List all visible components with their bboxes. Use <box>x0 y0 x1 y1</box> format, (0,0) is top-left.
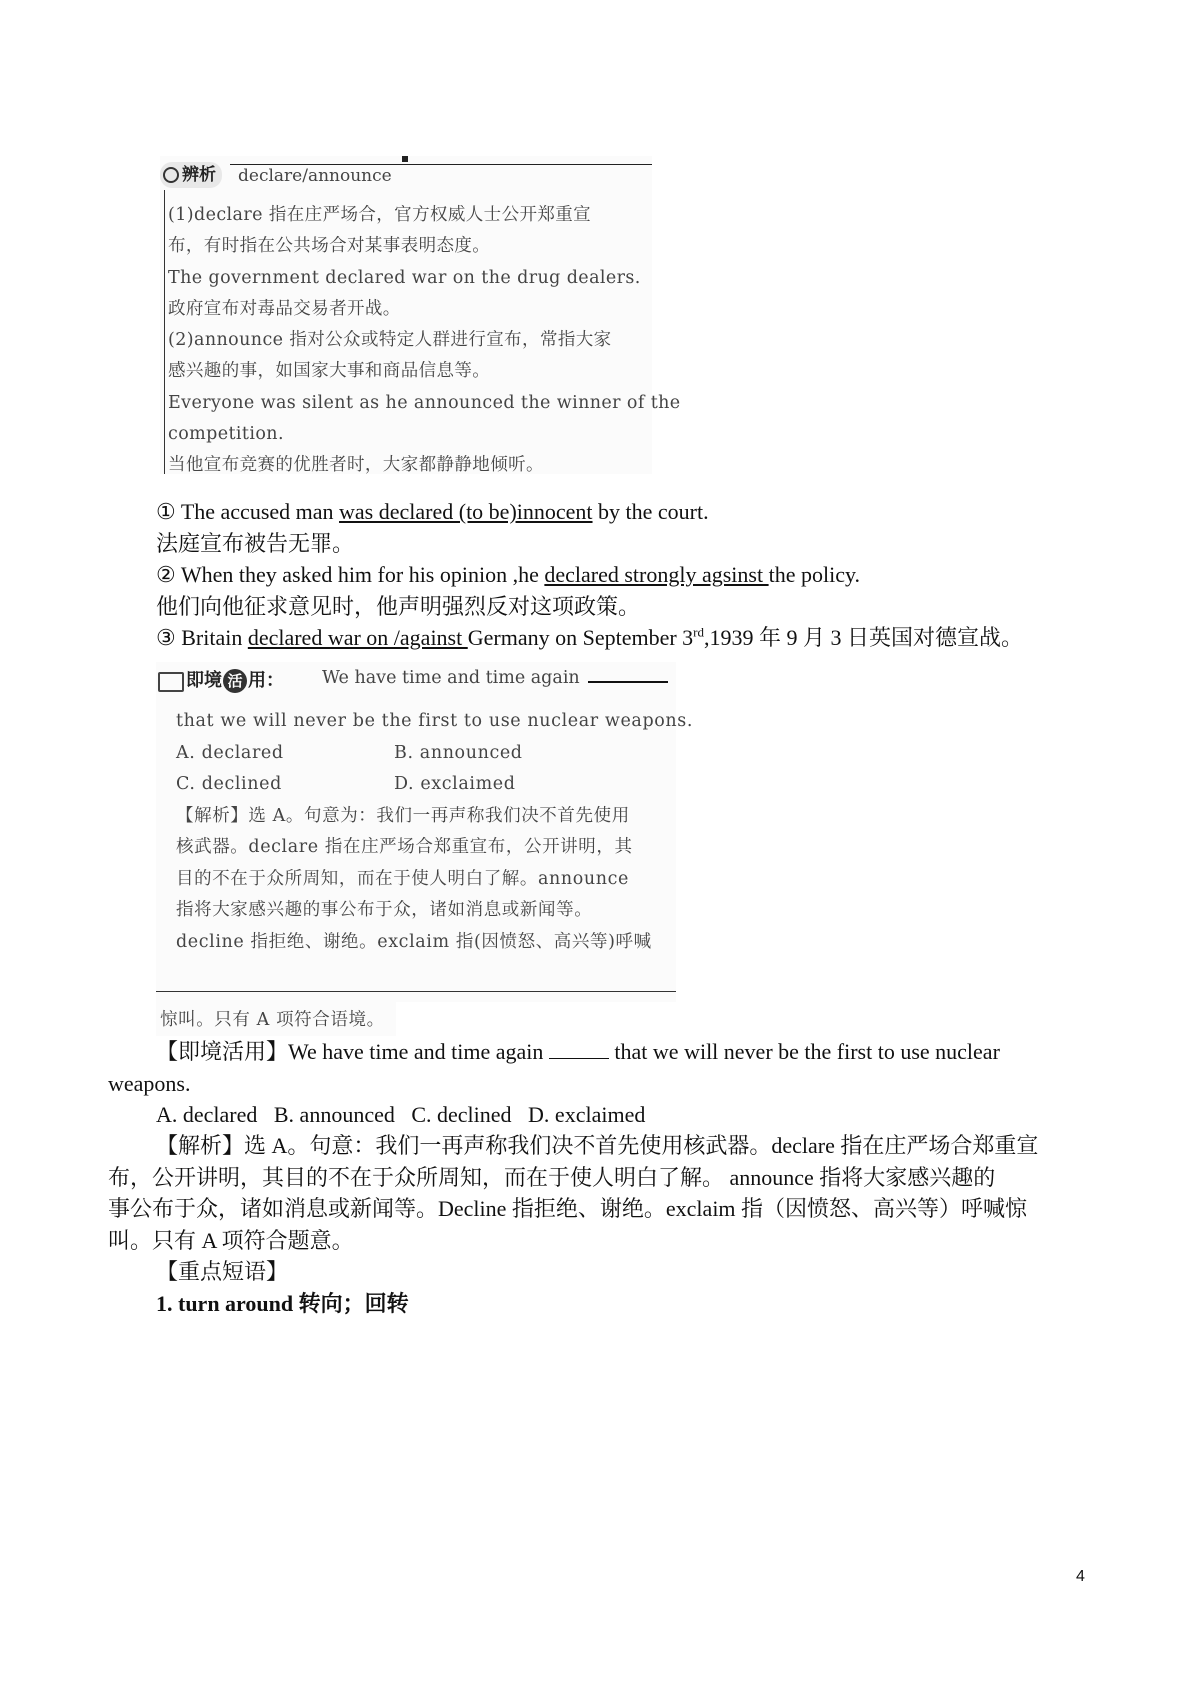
example-3: ③ Britain declared war on /against Germany on September 3rd,1939 年 9 月 3 日英国对德宣战。 <box>156 624 1024 650</box>
practice-tail-box <box>156 1000 396 1036</box>
practice-line: that we will never be the first to use nuclear weapons. <box>176 711 694 731</box>
magnifier-icon <box>163 167 179 183</box>
practice-box <box>156 662 694 1002</box>
practice-lines <box>176 706 694 958</box>
analysis-line: (2)announce 指对公众或特定人群进行宣布，常指大家 <box>168 330 612 351</box>
analysis-line: The government declared war on the drug dealers. <box>168 267 641 288</box>
exercise-blank <box>549 1058 609 1059</box>
analysis-line: (1)declare 指在庄严场合，官方权威人士公开郑重宣 <box>168 205 592 225</box>
practice-question: We have time and time again <box>322 668 668 688</box>
example-2: ② When they asked him for his opinion ,he declared strongly agsinst the policy. <box>156 562 861 587</box>
analysis-line: 政府宣布对毒品交易者开战。 <box>168 298 401 319</box>
exercise-options: A. declared B. announced C. declined D. exclaimed <box>156 1102 646 1127</box>
exercise-explain-1: 【解析】选 A。句意：我们一再声称我们决不首先使用核武器。declare 指在庄严场合郑重宣 <box>156 1133 1039 1158</box>
exercise-explain-2: 布，公开讲明，其目的不在于众所周知，而在于使人明白了解。 announce 指将大家感兴趣的 <box>108 1165 996 1190</box>
phrase-item: 1. turn around 转向；回转 <box>156 1291 409 1316</box>
box-bottom-rule <box>156 991 676 992</box>
box-marker <box>402 156 408 162</box>
analysis-line: 当他宣布竞赛的优胜者时，大家都静静地倾听。 <box>168 455 544 476</box>
exercise-explain-3: 事公布于众，诸如消息或新闻等。Decline 指拒绝、谢绝。exclaim 指（因愤怒、高兴等）呼喊惊 <box>108 1196 1028 1221</box>
exercise-explain-4: 叫。只有 A 项符合题意。 <box>108 1228 354 1253</box>
practice-explain-line: 核武器。declare 指在庄严场合郑重宣布，公开讲明，其 <box>176 837 633 857</box>
practice-explain-line: 目的不在于众所周知，而在于使人明白了解。announce <box>176 868 630 889</box>
section-title: 【重点短语】 <box>156 1259 289 1284</box>
box-left-rule <box>164 190 165 474</box>
analysis-heading: declare/announce <box>238 166 392 186</box>
page-number: 4 <box>1076 1568 1085 1585</box>
practice-explain-line: 指将大家感兴趣的事公布于众，诸如消息或新闻等。 <box>176 900 593 920</box>
answer-blank <box>588 681 668 683</box>
practice-options-row: A. declared B. announced <box>176 742 523 763</box>
exercise-question: 【即境活用】We have time and time again that we will never be the first to use nuclear <box>156 1039 1000 1064</box>
practice-explain-line: 【解析】选 A。句意为：我们一再声称我们决不首先使用 <box>176 805 630 826</box>
practice-explain-line: decline 指拒绝、谢绝。exclaim 指(因愤怒、高兴等)呼喊 <box>176 931 652 952</box>
book-icon <box>158 672 184 692</box>
analysis-box <box>160 156 681 476</box>
example-1: ① The accused man was declared (to be)innocent by the court. <box>156 499 709 524</box>
analysis-tag: 辨析 <box>160 162 222 188</box>
analysis-line: 布，有时指在公共场合对某事表明态度。 <box>168 236 491 257</box>
analysis-line: Everyone was silent as he announced the winner of the <box>168 392 681 413</box>
exercise-question-cont: weapons. <box>108 1071 191 1096</box>
example-2-translation: 他们向他征求意见时，他声明强烈反对这项政策。 <box>156 594 641 619</box>
analysis-line: competition. <box>168 424 284 445</box>
practice-tag: 即境 活 用： <box>156 666 284 696</box>
analysis-line: 感兴趣的事，如国家大事和商品信息等。 <box>168 361 491 382</box>
practice-tail: 惊叫。只有 A 项符合语境。 <box>160 1010 385 1030</box>
practice-options-row: C. declined D. exclaimed <box>176 774 516 794</box>
example-1-translation: 法庭宣布被告无罪。 <box>156 531 355 556</box>
box-top-rule <box>230 164 652 165</box>
analysis-lines <box>168 200 681 482</box>
